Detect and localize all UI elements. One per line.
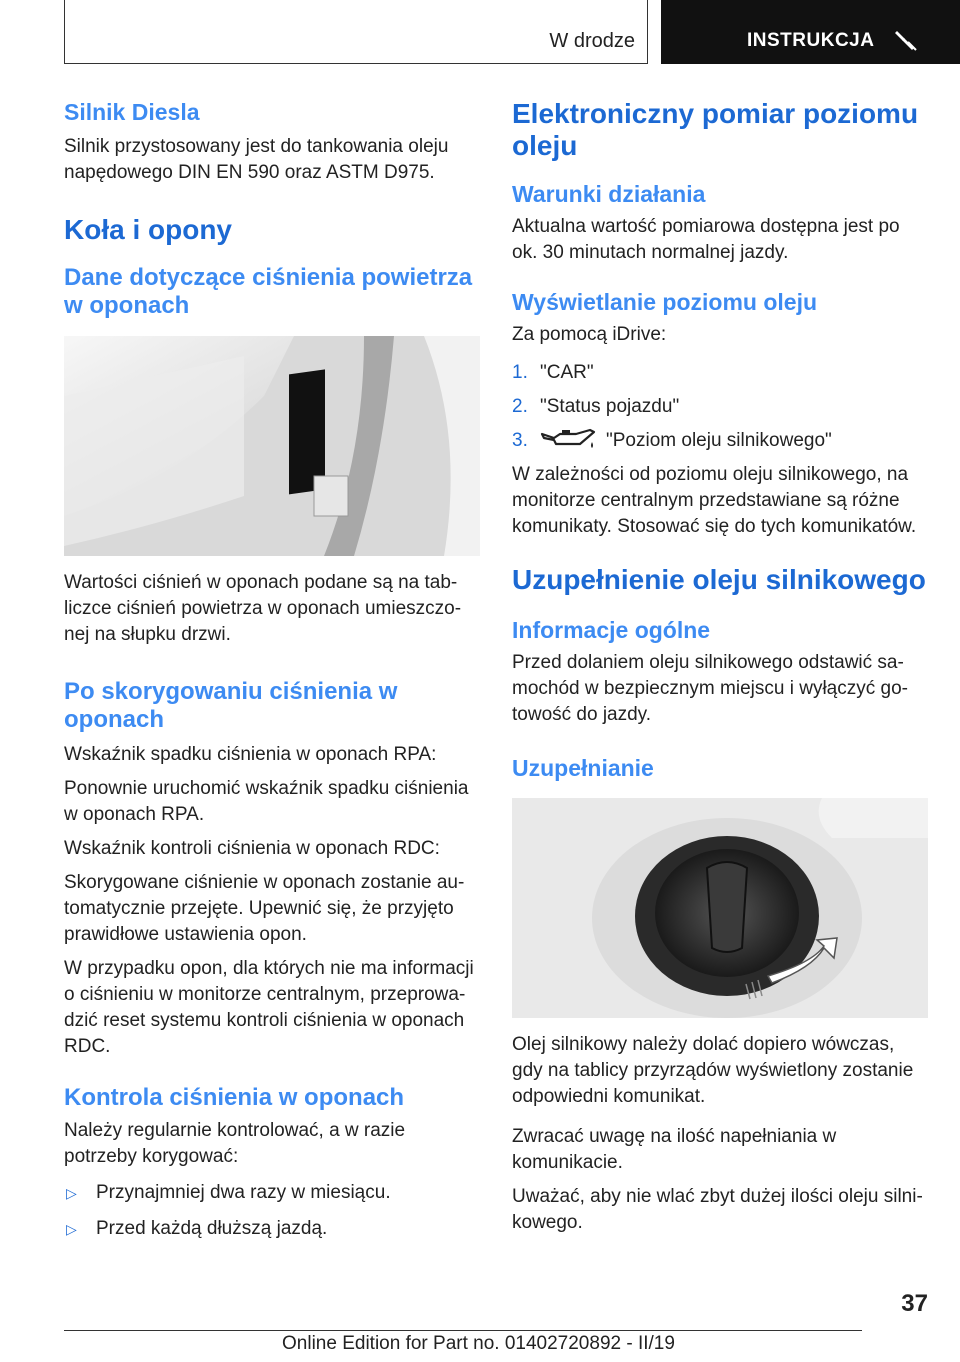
general-title: Informacje ogólne [512, 617, 711, 643]
check-list [64, 1180, 480, 1242]
step-number: 1. [512, 362, 528, 383]
rdc-text: Skorygowane ciśnienie w oponach zostanie automatycznie przejęte. Upewnić się, że przyjęto prawidłowe ustawienia opon. [64, 872, 465, 945]
wheels-title: Koła i opony [64, 214, 232, 245]
step-number: 3. [512, 430, 528, 451]
edition-text: Online Edition for Part no. 01402720892 - II/19 [282, 1333, 675, 1354]
section-label: W drodze [549, 30, 635, 52]
messages-text: W zależności od poziomu oleju silnikowego, na monitorze centralnym przedstawiane są różne komunikaty. Stosować się do tych komunikatów. [512, 464, 917, 537]
list-item [512, 360, 928, 386]
rpa-label: Wskaźnik spadku ciśnienia w oponach RPA: [64, 744, 437, 765]
header-tab [661, 0, 960, 64]
diesel-title: Silnik Diesla [64, 99, 200, 125]
door-pillar-illustration [64, 336, 480, 556]
refilling-title: Uzupełnianie [512, 755, 654, 781]
refill-text-3: Uważać, aby nie wlać zbyt dużej ilości oleju silnikowego. [512, 1186, 923, 1233]
oil-can-icon [540, 428, 596, 450]
display-text: Za pomocą iDrive: [512, 324, 667, 345]
pressure-data-title: Dane dotyczące ciśnienia powietrza w oponach [64, 264, 473, 319]
refill-title: Uzupełnienie oleju silnikowego [512, 564, 926, 595]
steps-list [512, 360, 928, 454]
tab-label: INSTRUKCJA [747, 30, 875, 51]
conditions-title: Warunki działania [512, 181, 706, 207]
header-section-box [64, 0, 648, 64]
general-text: Przed dolaniem oleju silnikowego odstawić samochód w bezpiecznym miejscu i wyłączyć gotowość do jazdy. [512, 652, 908, 725]
refill-text-1: Olej silnikowy należy dolać dopiero wówczas, gdy na tablicy przyrządów wyświetlony zostanie odpowiedni komunikat. [512, 1034, 914, 1107]
page-number: 37 [901, 1290, 928, 1317]
oil-filler-illustration [512, 798, 928, 1018]
list-item-text: Przed każdą dłuższą jazdą. [96, 1218, 328, 1239]
right-column [512, 98, 928, 1236]
conditions-text: Aktualna wartość pomiarowa dostępna jest po ok. 30 minutach normalnej jazdy. [512, 216, 900, 263]
pressure-data-text: Wartości ciśnień w oponach podane są na tabliczce ciśnień powietrza w oponach umieszczonej na słupku drzwi. [64, 572, 462, 645]
step-text: "CAR" [540, 362, 594, 383]
refill-text-2: Zwracać uwagę na ilość napełniania w komunikacie. [512, 1126, 837, 1173]
list-item [512, 428, 928, 454]
rdc-reset-text: W przypadku opon, dla których nie ma informacji o ciśnieniu w monitorze centralnym, przeprowadzić reset systemu kontroli ciśnienia w oponach RDC. [64, 958, 474, 1057]
check-text: Należy regularnie kontrolować, a w razie potrzeby korygować: [64, 1120, 406, 1167]
door-pillar-photo [64, 336, 480, 556]
rpa-text: Ponownie uruchomić wskaźnik spadku ciśnienia w oponach RPA. [64, 778, 469, 825]
left-column [64, 98, 480, 1242]
rdc-label: Wskaźnik kontroli ciśnienia w oponach RDC: [64, 838, 440, 859]
check-title: Kontrola ciśnienia w oponach [64, 1084, 405, 1111]
footer-divider [64, 1330, 862, 1331]
bullet-icon: ▷ [66, 1221, 77, 1237]
step-number: 2. [512, 396, 528, 417]
step-text: "Poziom oleju silnikowego" [606, 430, 832, 451]
list-item [512, 394, 928, 420]
oil-measure-title: Elektroniczny pomiar poziomu oleju [512, 98, 919, 161]
after-correction-title: Po skorygowaniu ciśnienia w oponach [64, 678, 398, 733]
diesel-text: Silnik przystosowany jest do tankowania oleju napędowego DIN EN 590 oraz ASTM D975. [64, 136, 449, 183]
list-item [64, 1216, 480, 1242]
display-title: Wyświetlanie poziomu oleju [512, 289, 818, 315]
list-item-text: Przynajmniej dwa razy w miesiącu. [96, 1182, 391, 1203]
bullet-icon: ▷ [66, 1185, 77, 1201]
oil-filler-photo [512, 798, 928, 1018]
step-text: "Status pojazdu" [540, 396, 680, 417]
wrench-icon [894, 28, 918, 52]
list-item [64, 1180, 480, 1206]
